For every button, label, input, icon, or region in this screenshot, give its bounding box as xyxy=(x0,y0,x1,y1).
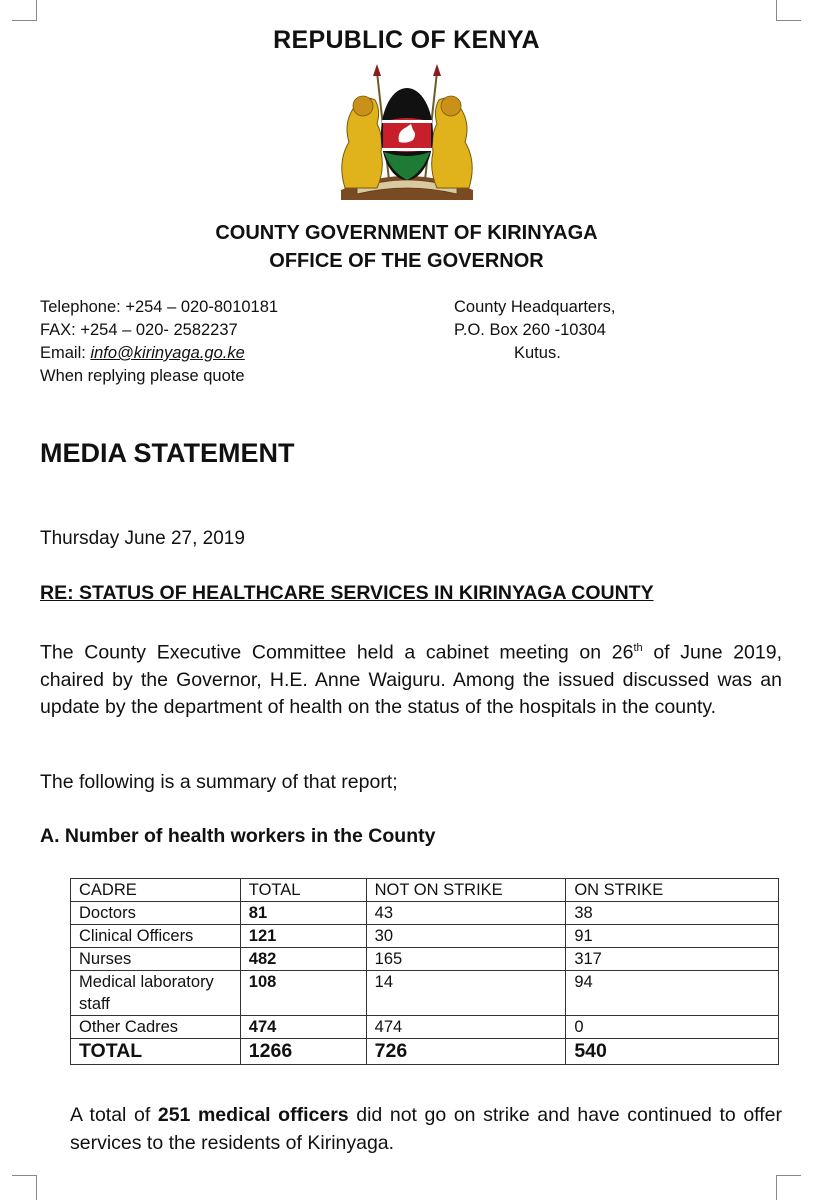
telephone: Telephone: +254 – 020-8010181 xyxy=(40,298,279,316)
po-box: P.O. Box 260 -10304 xyxy=(454,321,606,339)
table-cell: 43 xyxy=(366,902,566,925)
table-cell: Clinical Officers xyxy=(71,925,241,948)
table-header-cell: CADRE xyxy=(71,879,241,902)
table-cell: Doctors xyxy=(71,902,241,925)
email-link[interactable]: info@kirinyaga.go.ke xyxy=(90,344,245,362)
table-cell: Other Cadres xyxy=(71,1016,241,1039)
table-row xyxy=(71,925,779,948)
crop-mark-bottom-right xyxy=(776,1175,801,1200)
crop-mark-top-left xyxy=(12,0,37,21)
reply-note: When replying please quote xyxy=(40,367,245,385)
table-total-row xyxy=(71,1039,779,1065)
county-name: COUNTY GOVERNMENT OF KIRINYAGA xyxy=(215,222,598,244)
headquarters: County Headquarters, xyxy=(454,298,616,316)
closing-part-a: A total of xyxy=(70,1104,158,1126)
table-cell: 0 xyxy=(566,1016,779,1039)
table-cell: Nurses xyxy=(71,948,241,971)
office-name: OFFICE OF THE GOVERNOR xyxy=(269,250,544,272)
email-prefix: Email: xyxy=(40,344,91,362)
table-cell: 165 xyxy=(366,948,566,971)
table-row xyxy=(71,902,779,925)
address-block xyxy=(454,296,615,365)
table-cell: 81 xyxy=(240,902,366,925)
table-cell: Medical laboratory staff xyxy=(71,971,241,1016)
table-cell: 474 xyxy=(366,1016,566,1039)
county-office-heading xyxy=(0,219,813,275)
intro-part-b: of June 2019, chaired by the Governor, H.E. Anne Waiguru. Among the issued discussed was an update by the department of health on the status of the hospitals in the county. xyxy=(40,641,782,718)
closing-part-b: did not go on strike and have continued to offer services to the residents of Kirinyaga. xyxy=(70,1104,782,1154)
table-cell: 482 xyxy=(240,948,366,971)
subject-line: RE: STATUS OF HEALTHCARE SERVICES IN KIRINYAGA COUNTY xyxy=(40,582,654,604)
contact-details xyxy=(40,296,278,388)
table-cell: 121 xyxy=(240,925,366,948)
table-cell: 474 xyxy=(240,1016,366,1039)
fax: FAX: +254 – 020- 2582237 xyxy=(40,321,238,339)
table-cell: 108 xyxy=(240,971,366,1016)
table-row xyxy=(71,948,779,971)
table-cell: 1266 xyxy=(240,1039,366,1065)
table-cell: 30 xyxy=(366,925,566,948)
intro-superscript: th xyxy=(633,642,643,654)
coat-of-arms-icon xyxy=(327,62,487,202)
table-header-row xyxy=(71,879,779,902)
town: Kutus. xyxy=(514,344,561,362)
table-cell: 38 xyxy=(566,902,779,925)
crop-mark-top-right xyxy=(776,0,801,21)
table-header-cell: ON STRIKE xyxy=(566,879,779,902)
table-header-cell: TOTAL xyxy=(240,879,366,902)
table-cell: 540 xyxy=(566,1039,779,1065)
statement-date: Thursday June 27, 2019 xyxy=(40,528,245,549)
table-cell: 317 xyxy=(566,948,779,971)
intro-part-a: The County Executive Committee held a cabinet meeting on 26 xyxy=(40,641,634,664)
intro-paragraph xyxy=(40,635,782,721)
table-header-cell: NOT ON STRIKE xyxy=(366,879,566,902)
closing-paragraph xyxy=(70,1101,782,1157)
table-row xyxy=(71,971,779,1016)
closing-bold: 251 medical officers xyxy=(157,1104,349,1126)
table-row xyxy=(71,1016,779,1039)
table-cell: 91 xyxy=(566,925,779,948)
table-cell: 726 xyxy=(366,1039,566,1065)
republic-heading: REPUBLIC OF KENYA xyxy=(273,26,540,54)
table-cell: TOTAL xyxy=(71,1039,241,1065)
table-cell: 14 xyxy=(366,971,566,1016)
crop-mark-bottom-left xyxy=(12,1175,37,1200)
summary-intro: The following is a summary of that report; xyxy=(40,771,398,793)
table-cell: 94 xyxy=(566,971,779,1016)
health-workers-table xyxy=(70,878,779,1065)
section-a-heading: A. Number of health workers in the County xyxy=(40,825,436,847)
media-statement-title: MEDIA STATEMENT xyxy=(40,438,295,468)
email-line xyxy=(40,342,278,365)
